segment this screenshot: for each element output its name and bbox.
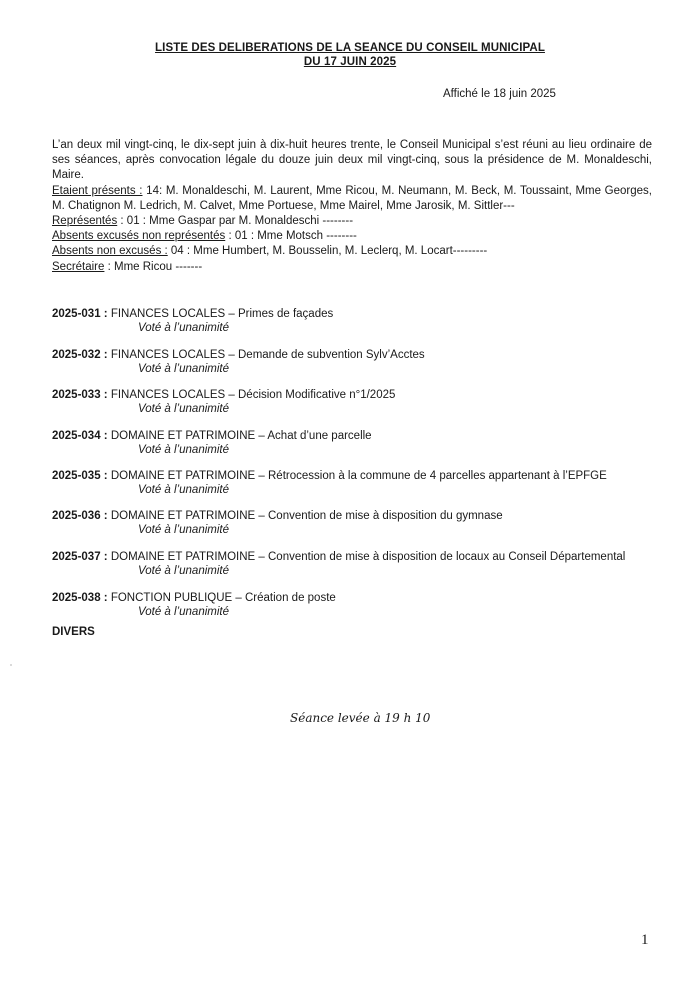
document-title-line1: LISTE DES DELIBERATIONS DE LA SEANCE DU CONSEIL MUNICIPAL — [155, 42, 545, 54]
unexcused-label: Absents non excusés : — [52, 245, 168, 258]
unexcused-list: 04 : Mme Humbert, M. Bousselin, M. Leclerq, M. Locart--------- — [167, 245, 488, 258]
deliberation-vote: Voté à l’unanimité — [138, 363, 229, 375]
deliberation-vote: Voté à l’unanimité — [138, 484, 229, 496]
deliberation-number: 2025-032 : — [52, 349, 108, 361]
closing-note: Séance levée à 19 h 10 — [290, 711, 431, 725]
deliberation-number: 2025-031 : — [52, 308, 108, 320]
deliberation-item — [52, 388, 652, 416]
document-title-line2: DU 17 JUIN 2025 — [303, 56, 397, 68]
attendance-excused — [52, 229, 652, 244]
deliberation-number: 2025-035 : — [52, 470, 108, 482]
secretary — [52, 260, 652, 275]
present-list: 14: M. Monaldeschi, M. Laurent, Mme Ricou, M. Neumann, M. Beck, M. Toussaint, Mme Georges, M. Chatignon M. Ledrich, M. Calvet, Mme Portuese, Mme Mairel, Mme Jarosik, M. Sittler--- — [52, 184, 652, 212]
deliberation-subject: DOMAINE ET PATRIMOINE – Convention de mise à disposition du gymnase — [107, 510, 503, 522]
secretary-label: Secrétaire — [52, 260, 105, 273]
deliberation-vote: Voté à l’unanimité — [138, 524, 229, 536]
divers-heading: DIVERS — [52, 626, 95, 638]
deliberation-vote: Voté à l’unanimité — [138, 565, 229, 577]
intro-paragraph: L’an deux mil vingt-cinq, le dix-sept juin à dix-huit heures trente, le Conseil Municipal s’est réuni au lieu ordinaire de ses séances, après convocation légale du douze juin deux mil vingt-cinq, sous la présidence de M. Monaldeschi, Maire. — [52, 139, 652, 182]
deliberation-subject: FINANCES LOCALES – Demande de subvention Sylv’Acctes — [107, 349, 425, 361]
deliberation-number: 2025-036 : — [52, 510, 108, 522]
represented-list: : 01 : Mme Gaspar par M. Monaldeschi -------- — [117, 215, 354, 228]
deliberation-number: 2025-033 : — [52, 389, 108, 401]
scan-speck — [10, 664, 12, 666]
attendance-unexcused — [52, 244, 652, 259]
deliberation-item — [52, 307, 652, 335]
deliberation-number: 2025-034 : — [52, 430, 108, 442]
meeting-intro — [52, 138, 652, 275]
deliberation-item — [52, 348, 652, 376]
excused-label: Absents excusés non représentés — [52, 230, 226, 243]
deliberation-vote: Voté à l’unanimité — [138, 322, 229, 334]
deliberation-subject: FINANCES LOCALES – Décision Modificative n°1/2025 — [107, 389, 396, 401]
deliberation-subject: DOMAINE ET PATRIMOINE – Convention de mise à disposition de locaux au Conseil Départemental — [107, 551, 626, 563]
deliberation-subject: FONCTION PUBLIQUE – Création de poste — [107, 592, 336, 604]
deliberation-vote: Voté à l’unanimité — [138, 606, 229, 618]
deliberation-item — [52, 509, 652, 537]
present-label: Etaient présents : — [52, 184, 143, 197]
deliberation-subject: DOMAINE ET PATRIMOINE – Achat d’une parcelle — [107, 430, 372, 442]
deliberation-number: 2025-037 : — [52, 551, 108, 563]
represented-label: Représentés — [52, 215, 118, 228]
deliberation-item — [52, 469, 652, 497]
excused-list: : 01 : Mme Motsch -------- — [225, 230, 357, 243]
deliberation-number: 2025-038 : — [52, 592, 108, 604]
attendance-present — [52, 184, 652, 214]
deliberation-item — [52, 550, 652, 578]
deliberation-item — [52, 429, 652, 457]
deliberation-vote: Voté à l’unanimité — [138, 444, 229, 456]
deliberation-vote: Voté à l’unanimité — [138, 403, 229, 415]
posted-date: Affiché le 18 juin 2025 — [443, 88, 556, 100]
page-number: 1 — [641, 932, 649, 948]
secretary-name: : Mme Ricou ------- — [104, 260, 203, 273]
deliberation-item — [52, 591, 652, 619]
deliberation-subject: DOMAINE ET PATRIMOINE – Rétrocession à la commune de 4 parcelles appartenant à l’EPFGE — [107, 470, 607, 482]
deliberation-subject: FINANCES LOCALES – Primes de façades — [107, 308, 334, 320]
attendance-represented — [52, 214, 652, 229]
